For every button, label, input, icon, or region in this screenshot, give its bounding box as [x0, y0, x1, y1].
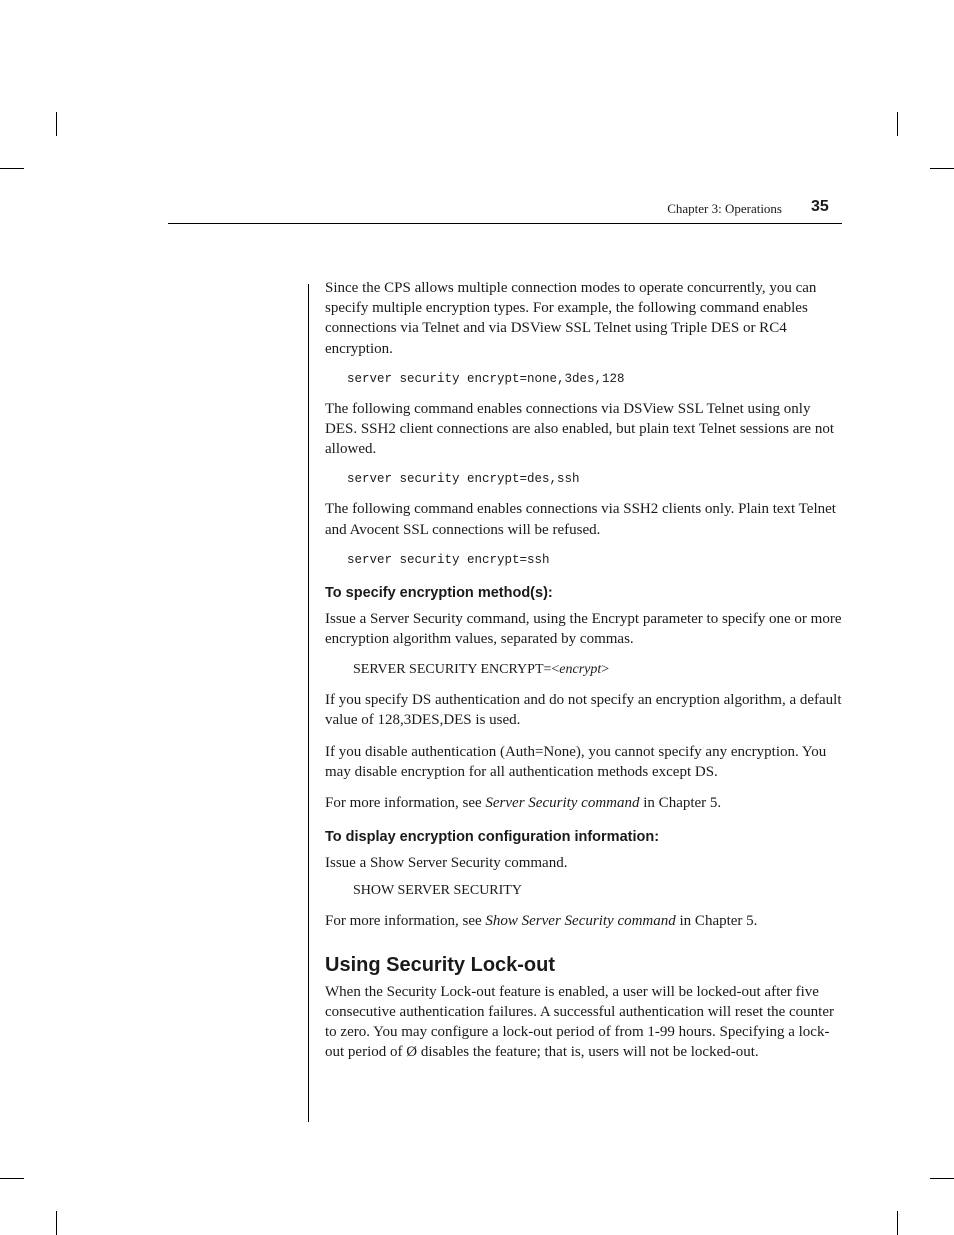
code-example: server security encrypt=none,3des,128: [347, 371, 625, 386]
text: in Chapter 5.: [639, 795, 722, 812]
body-content: [325, 278, 843, 1073]
code-example: server security encrypt=des,ssh: [347, 472, 580, 487]
crop-mark-top-left-h: [0, 168, 24, 169]
crop-mark-top-right-h: [930, 168, 954, 169]
crop-mark-top-right-v: [897, 112, 898, 136]
paragraph: The following command enables connections via SSH2 clients only. Plain text Telnet and Avocent SSL connections will be refused.: [325, 501, 836, 538]
paragraph: Since the CPS allows multiple connection modes to operate concurrently, you can specify multiple encryption types. For example, the following command enables connections via Telnet and via DSView SSL Telnet using Triple DES or RC4 encryption.: [325, 280, 817, 357]
page-number: 35: [811, 198, 829, 215]
command-argument: encrypt: [559, 662, 602, 678]
paragraph: [325, 911, 843, 931]
margin-rule: [308, 284, 309, 1122]
crop-mark-top-left-v: [56, 112, 57, 136]
command-syntax: SHOW SERVER SECURITY: [353, 883, 522, 899]
paragraph: If you disable authentication (Auth=None), you cannot specify any encryption. You may disable encryption for all authentication methods except DS.: [325, 743, 827, 780]
code-example: server security encrypt=ssh: [347, 552, 550, 567]
text: in Chapter 5.: [675, 913, 758, 930]
command-syntax: [353, 660, 843, 680]
paragraph: The following command enables connections via DSView SSL Telnet using only DES. SSH2 client connections are also enabled, but plain text Telnet sessions are not allowed.: [325, 400, 834, 458]
text: For more information, see: [325, 795, 486, 812]
procedure-heading-display: To display encryption configuration information:: [325, 829, 660, 846]
section-heading: Using Security Lock-out: [325, 953, 556, 976]
running-head: Chapter 3: Operations: [667, 201, 782, 216]
text: For more information, see: [325, 913, 486, 930]
paragraph: When the Security Lock-out feature is enabled, a user will be locked-out after five consecutive authentication failures. A successful authentication will reset the counter to zero. You may configure a lock-out period of from 1-99 hours. Specifying a lock-out period of Ø disables the feature; that is, users will not be locked-out.: [325, 983, 834, 1061]
header-rule: [168, 223, 842, 224]
crop-mark-bottom-right-h: [930, 1178, 954, 1179]
command-text-end: >: [601, 662, 610, 678]
procedure-heading-specify: To specify encryption method(s):: [325, 584, 553, 601]
paragraph: [325, 793, 843, 813]
command-text: SERVER SECURITY ENCRYPT=<: [353, 662, 560, 678]
cross-reference: Show Server Security command: [485, 913, 676, 930]
crop-mark-bottom-left-v: [56, 1211, 57, 1235]
crop-mark-bottom-left-h: [0, 1178, 24, 1179]
paragraph: Issue a Show Server Security command.: [325, 855, 568, 872]
cross-reference: Server Security command: [485, 795, 640, 812]
crop-mark-bottom-right-v: [897, 1211, 898, 1235]
paragraph: Issue a Server Security command, using the Encrypt parameter to specify one or more encryption algorithm values, separated by commas.: [325, 610, 842, 648]
paragraph: If you specify DS authentication and do not specify an encryption algorithm, a default value of 128,3DES,DES is used.: [325, 692, 842, 729]
